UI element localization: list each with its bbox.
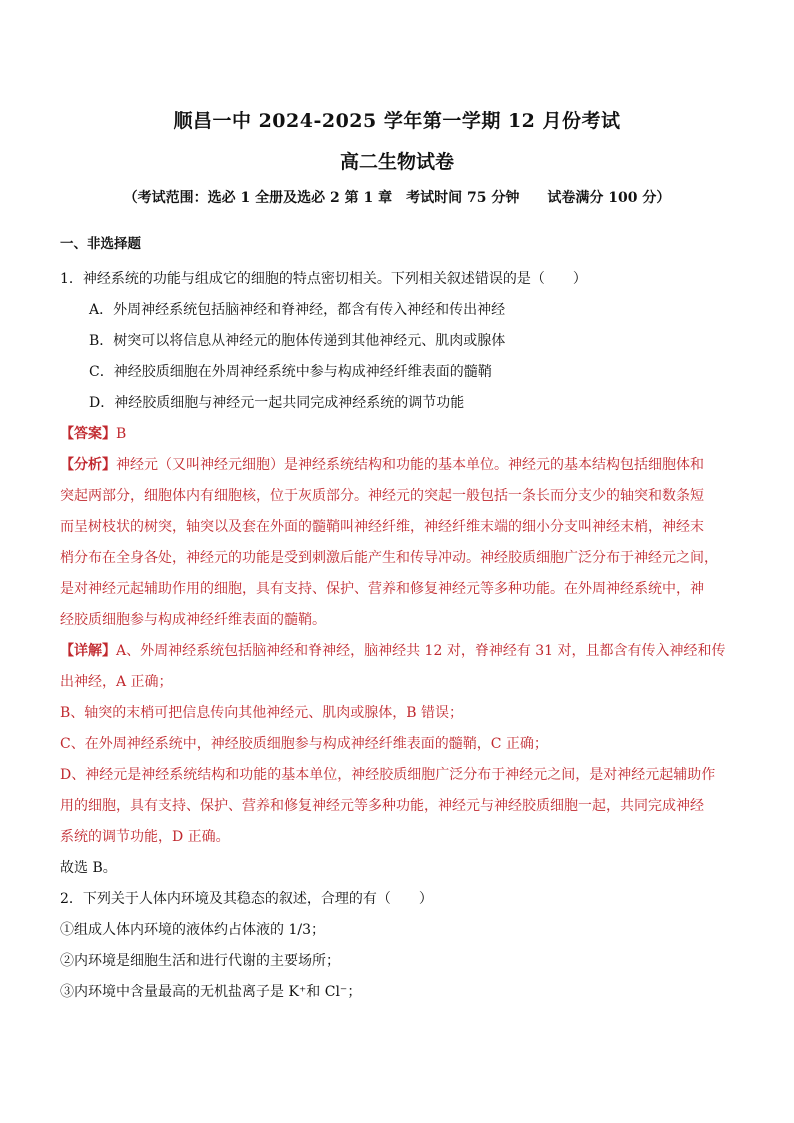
answer-tag: 【答案】 xyxy=(60,426,116,442)
detail-line: 用的细胞，具有支持、保护、营养和修复神经元等多种功能，神经元与神经胶质细胞一起，共同完成神经 xyxy=(60,798,704,814)
exam-info: （考试范围：选必 1 全册及选必 2 第 1 章 考试时间 75 分钟 试卷满分 100 分） xyxy=(123,190,671,206)
exam-subtitle: 高二生物试卷 xyxy=(339,151,454,173)
q1-option-d: D．神经胶质细胞与神经元一起共同完成神经系统的调节功能 xyxy=(89,395,465,411)
section-heading: 一、非选择题 xyxy=(60,236,141,252)
analysis-line: 而呈树枝状的树突，轴突以及套在外面的髓鞘叫神经纤维，神经纤维末端的细小分支叫神经末梢，神经末 xyxy=(60,519,704,535)
q2-item: ③内环境中含量最高的无机盐离子是 K⁺和 Cl⁻； xyxy=(60,984,362,1000)
q2-item: ②内环境是细胞生活和进行代谢的主要场所； xyxy=(60,953,340,969)
analysis-line: 突起两部分，细胞体内有细胞核，位于灰质部分。神经元的突起一般包括一条长而分支少的轴突和数条短 xyxy=(60,488,704,504)
q1-analysis xyxy=(60,450,726,636)
q1-option-b: B．树突可以将信息从神经元的胞体传递到其他神经元、肌肉或腺体 xyxy=(89,333,506,349)
analysis-line: 神经元（又叫神经元细胞）是神经系统结构和功能的基本单位。神经元的基本结构包括细胞体和 xyxy=(116,457,704,473)
q1-option-c: C．神经胶质细胞在外周神经系统中参与构成神经纤维表面的髓鞘 xyxy=(89,364,492,380)
analysis-line: 经胶质细胞参与构成神经纤维表面的髓鞘。 xyxy=(60,612,326,628)
detail-line: A、外周神经系统包括脑神经和脊神经，脑神经共 12 对，脊神经有 31 对，且都含有传入神经和传 xyxy=(116,643,726,659)
detail-line: B、轴突的末梢可把信息传向其他神经元、肌肉或腺体，B 错误； xyxy=(60,705,464,721)
exam-title: 顺昌一中 2024-2025 学年第一学期 12 月份考试 xyxy=(173,110,621,132)
q2-item: ①组成人体内环境的液体约占体液的 1/3； xyxy=(60,922,325,938)
q1-option-a: A．外周神经系统包括脑神经和脊神经，都含有传入神经和传出神经 xyxy=(89,302,506,318)
detail-line: 出神经，A 正确； xyxy=(60,674,173,690)
q1-conclusion: 故选 B。 xyxy=(60,860,117,876)
q1-stem: 1．神经系统的功能与组成它的细胞的特点密切相关。下列相关叙述错误的是（ ） xyxy=(60,271,587,287)
q1-detail xyxy=(60,636,726,853)
exam-body xyxy=(60,234,726,1008)
detail-line: D、神经元是神经系统结构和功能的基本单位，神经胶质细胞广泛分布于神经元之间，是对神经元起辅助作 xyxy=(60,767,716,783)
answer-value: B xyxy=(116,426,127,442)
q1-answer xyxy=(60,419,726,450)
analysis-tag: 【分析】 xyxy=(60,457,116,473)
detail-tag: 【详解】 xyxy=(60,643,116,659)
analysis-line: 是对神经元起辅助作用的细胞，具有支持、保护、营养和修复神经元等多种功能。在外周神经系统中，神 xyxy=(60,581,704,597)
detail-line: 系统的调节功能，D 正确。 xyxy=(60,829,230,845)
analysis-line: 梢分布在全身各处，神经元的功能是受到刺激后能产生和传导冲动。神经胶质细胞广泛分布于神经元之间， xyxy=(60,550,718,566)
detail-line: C、在外周神经系统中，神经胶质细胞参与构成神经纤维表面的髓鞘，C 正确； xyxy=(60,736,548,752)
q2-stem: 2．下列关于人体内环境及其稳态的叙述，合理的有（ ） xyxy=(60,891,433,907)
